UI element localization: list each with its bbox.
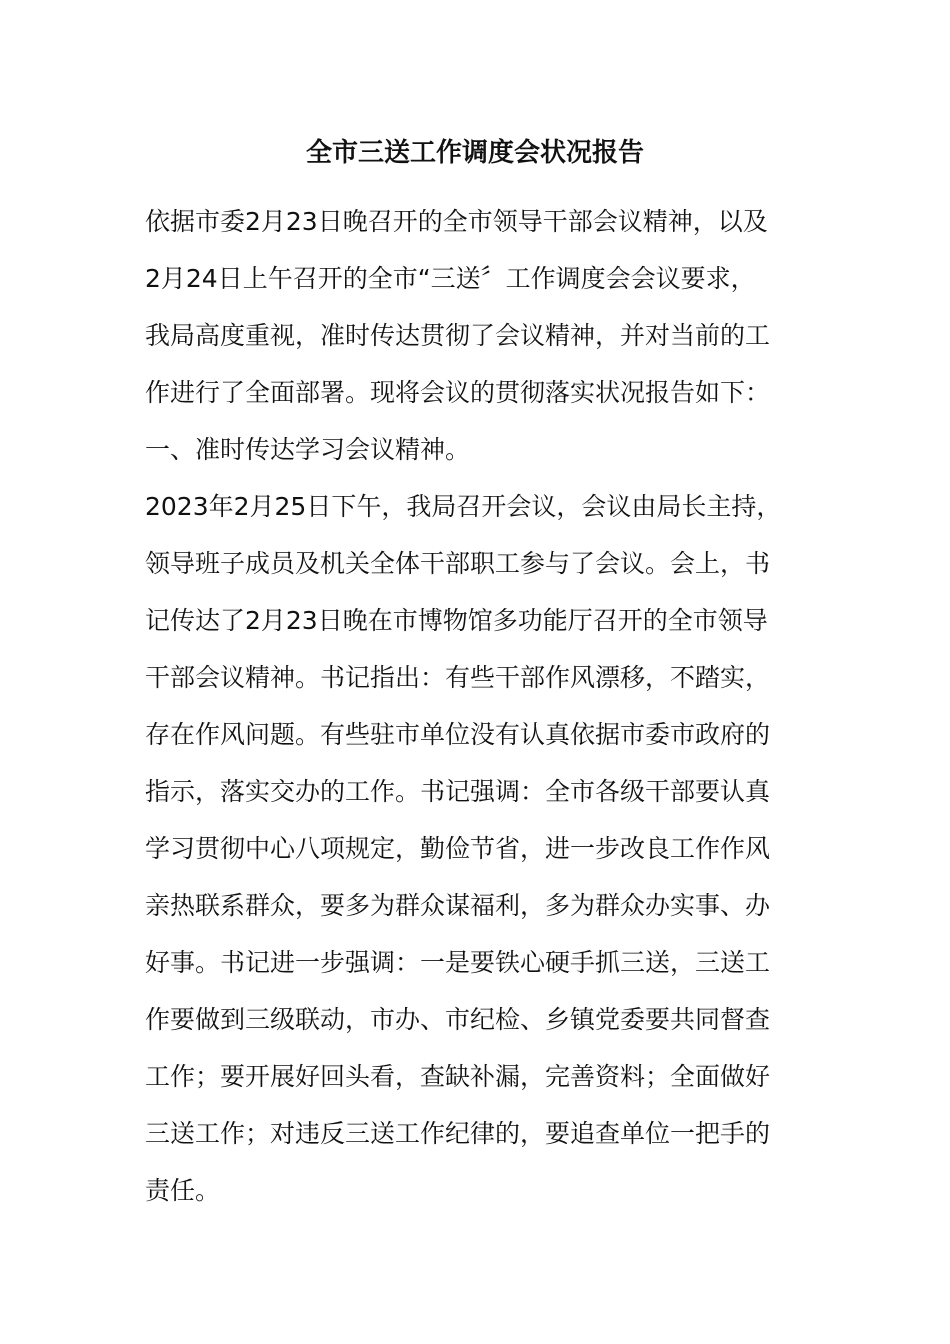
paragraph-line: 作进行了全面部署。现将会议的贯彻落实状况报告如下： [145,378,771,407]
paragraph-line: 作要做到三级联动，市办、市纪检、乡镇党委要共同督查 [145,1005,771,1034]
paragraph-line: 我局高度重视，准时传达贯彻了会议精神，并对当前的工 [145,321,771,350]
paragraph-line: 指示，落实交办的工作。书记强调：全市各级干部要认真 [145,777,771,806]
paragraph-line: 好事。书记进一步强调：一是要铁心硬手抓三送，三送工 [145,948,771,977]
paragraph-line: 亲热联系群众，要多为群众谋福利，多为群众办实事、办 [145,891,771,920]
paragraph-line: 三送工作；对违反三送工作纪律的，要追查单位一把手的 [145,1119,771,1148]
paragraph-line: 干部会议精神。书记指出：有些干部作风漂移，不踏实， [145,663,771,692]
paragraph-line: 工作；要开展好回头看，查缺补漏，完善资料；全面做好 [145,1062,771,1091]
paragraph-line: 学习贯彻中心八项规定，勤俭节省，进一步改良工作作风 [145,834,771,863]
paragraph-line: 2023年2月25日下午，我局召开会议，会议由局长主持， [145,492,782,521]
document-title: 全市三送工作调度会状况报告 [305,138,644,168]
paragraph-line: 2月24日上午召开的全市“三送〞工作调度会会议要求， [145,264,756,293]
paragraph-line: 领导班子成员及机关全体干部职工参与了会议。会上，书 [145,549,771,578]
paragraph-line: 依据市委2月23日晚召开的全市领导干部会议精神，以及 [145,207,768,236]
paragraph-line: 存在作风问题。有些驻市单位没有认真依据市委市政府的 [145,720,771,749]
paragraph-line: 记传达了2月23日晚在市博物馆多功能厅召开的全市领导 [145,606,768,635]
paragraph-line: 责任。 [145,1176,221,1205]
section-heading: 一、准时传达学习会议精神。 [145,435,471,464]
